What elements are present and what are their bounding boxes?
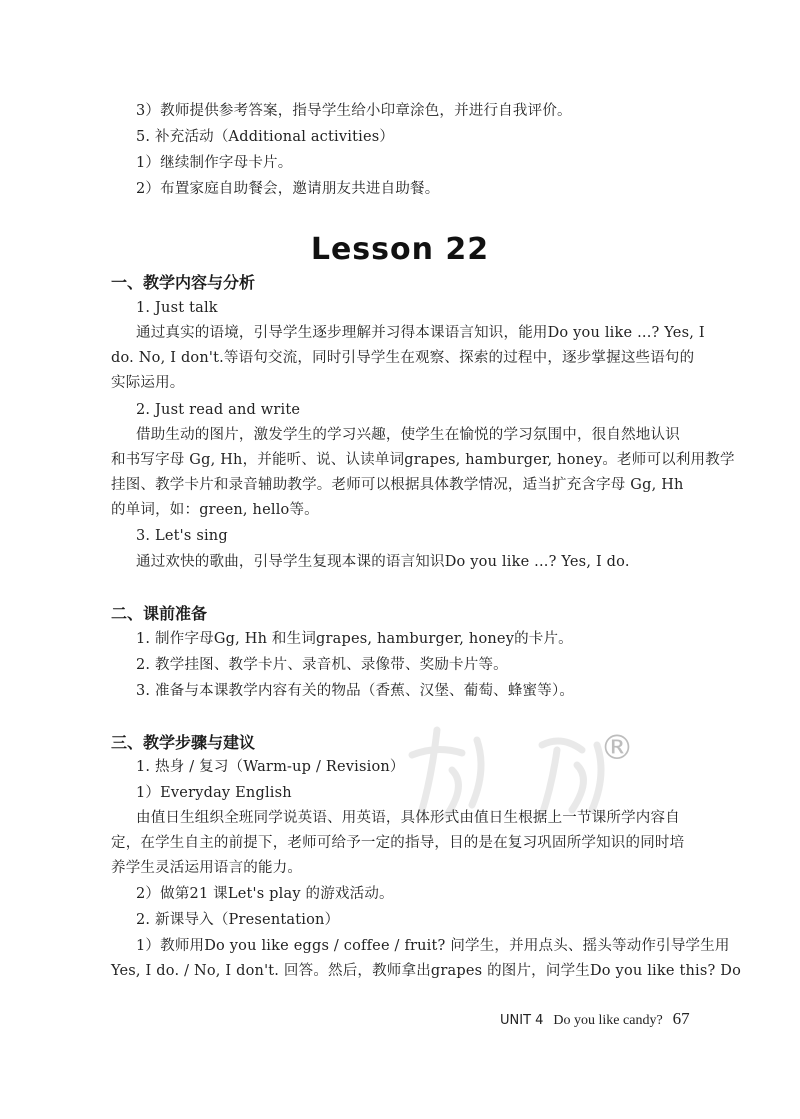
text-line: 和书写字母 Gg, Hh，并能听、说、认读单词grapes, hamburger, honey。老师可以利用教学 [111,452,735,468]
text-line: 1. 热身 / 复习（Warm-up / Revision） [136,759,405,775]
section-heading: 一、教学内容与分析 [111,273,256,292]
text-line: 1. 制作字母Gg, Hh 和生词grapes, hamburger, honey的卡片。 [136,631,573,647]
registered-mark: ® [600,728,634,768]
text-line: 2）做第21 课Let's play 的游戏活动。 [136,886,394,902]
text-line: do. No, I don't.等语句交流，同时引导学生在观察、探索的过程中，逐步掌握这些语句的 [111,350,695,366]
lesson-title: Lesson 22 [310,232,490,267]
text-line: 5. 补充活动（Additional activities） [136,129,395,145]
text-line: 3. 准备与本课教学内容有关的物品（香蕉、汉堡、葡萄、蜂蜜等）。 [136,683,575,699]
text-line: 1）Everyday English [136,785,292,801]
text-line: 借助生动的图片，激发学生的学习兴趣，使学生在愉悦的学习氛围中，很自然地认识 [136,427,680,443]
text-line: 实际运用。 [111,375,185,391]
page-footer [500,1009,690,1029]
text-line: 1）教师用Do you like eggs / coffee / fruit? 问学生，并用点头、摇头等动作引导学生用 [136,938,730,954]
text-line: 由值日生组织全班同学说英语、用英语，具体形式由值日生根据上一节课所学内容自 [136,810,680,826]
text-line: 的单词，如：green, hello等。 [111,502,319,518]
text-line: 2. 教学挂图、教学卡片、录音机、录像带、奖励卡片等。 [136,657,508,673]
text-line: 2. 新课导入（Presentation） [136,912,340,928]
text-line: 2）布置家庭自助餐会，邀请朋友共进自助餐。 [136,181,440,197]
text-line: 养学生灵活运用语言的能力。 [111,860,303,876]
section-heading: 二、课前准备 [111,604,208,623]
text-line: 通过欢快的歌曲，引导学生复现本课的语言知识Do you like ...? Yes, I do. [136,554,630,570]
section-heading: 三、教学步骤与建议 [111,733,256,752]
subsection-title: 1. Just talk [136,300,218,316]
text-line: 3）教师提供参考答案，指导学生给小印章涂色，并进行自我评价。 [136,103,572,119]
subsection-title: 3. Let's sing [136,528,228,544]
footer-title: Do you like candy? [553,1013,663,1028]
text-line: Yes, I do. / No, I don't. 回答。然后，教师拿出grapes 的图片，问学生Do you like this? Do [111,963,742,979]
text-line: 1）继续制作字母卡片。 [136,155,293,171]
text-line: 通过真实的语境，引导学生逐步理解并习得本课语言知识，能用Do you like ...? Yes, I [136,325,705,341]
text-line: 定，在学生自主的前提下，老师可给予一定的指导，目的是在复习巩固所学知识的同时培 [111,835,685,851]
page-number: 67 [672,1009,690,1028]
text-line: 挂图、教学卡片和录音辅助教学。老师可以根据具体教学情况，适当扩充含字母 Gg, Hh [111,477,684,493]
footer-unit: UNIT 4 [500,1013,544,1028]
subsection-title: 2. Just read and write [136,402,301,418]
